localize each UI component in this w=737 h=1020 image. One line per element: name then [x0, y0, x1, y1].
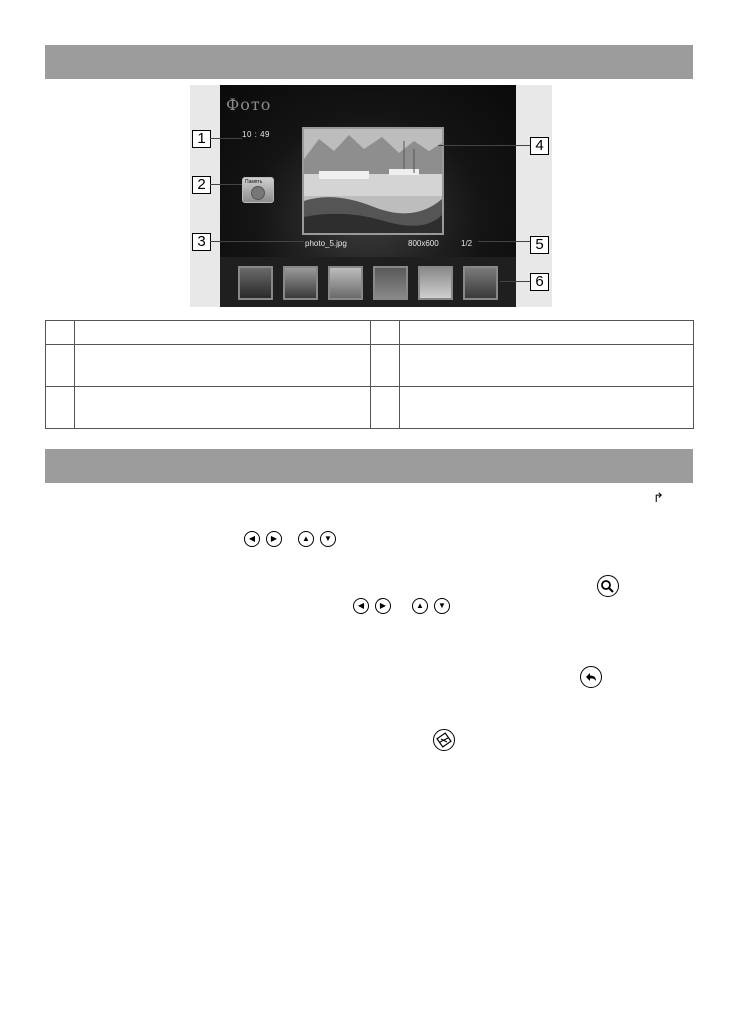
thumbnail[interactable] [463, 266, 498, 300]
memory-card-icon [242, 177, 274, 203]
thumbnail[interactable] [373, 266, 408, 300]
table-cell [46, 387, 75, 429]
photo-mode-button-icon [433, 729, 455, 751]
page-indicator: 1/2 [461, 239, 473, 248]
section-header-bar-top [45, 45, 693, 79]
zoom-button-icon [597, 575, 619, 597]
memory-label: Память [245, 179, 263, 185]
table-cell [400, 345, 694, 387]
callout-6: 6 [530, 273, 549, 291]
down-arrow-button-icon: ▼ [434, 598, 450, 614]
table-cell [75, 321, 371, 345]
up-arrow-button-icon: ▲ [298, 531, 314, 547]
table-cell [75, 387, 371, 429]
thumbnail[interactable] [418, 266, 453, 300]
table-cell [46, 345, 75, 387]
main-photo [302, 127, 444, 235]
left-arrow-button-icon: ◀ [244, 531, 260, 547]
table-cell [400, 321, 694, 345]
table-cell [75, 345, 371, 387]
table-cell [371, 321, 400, 345]
screen-title: Фото [226, 95, 272, 114]
photo-screen-illustration [190, 85, 552, 307]
return-arrow-icon: ↱ [653, 490, 664, 505]
right-arrow-button-icon: ▶ [266, 531, 282, 547]
left-arrow-button-icon: ◀ [353, 598, 369, 614]
screen-clock: 10 : 49 [242, 130, 270, 139]
right-arrow-button-icon: ▶ [375, 598, 391, 614]
disc-icon [251, 186, 265, 200]
file-name: photo_5.jpg [305, 239, 347, 248]
callout-3: 3 [192, 233, 211, 251]
thumbnail[interactable] [238, 266, 273, 300]
up-arrow-button-icon: ▲ [412, 598, 428, 614]
thumbnail[interactable] [283, 266, 318, 300]
callout-4: 4 [530, 137, 549, 155]
callout-1: 1 [192, 130, 211, 148]
table-cell [371, 345, 400, 387]
down-arrow-button-icon: ▼ [320, 531, 336, 547]
callout-5: 5 [530, 236, 549, 254]
callout-2: 2 [192, 176, 211, 194]
file-resolution: 800x600 [408, 239, 439, 248]
back-button-icon [580, 666, 602, 688]
legend-table [45, 320, 694, 429]
table-cell [400, 387, 694, 429]
table-cell [46, 321, 75, 345]
table-cell [371, 387, 400, 429]
section-header-bar-middle [45, 449, 693, 483]
thumbnail[interactable] [328, 266, 363, 300]
